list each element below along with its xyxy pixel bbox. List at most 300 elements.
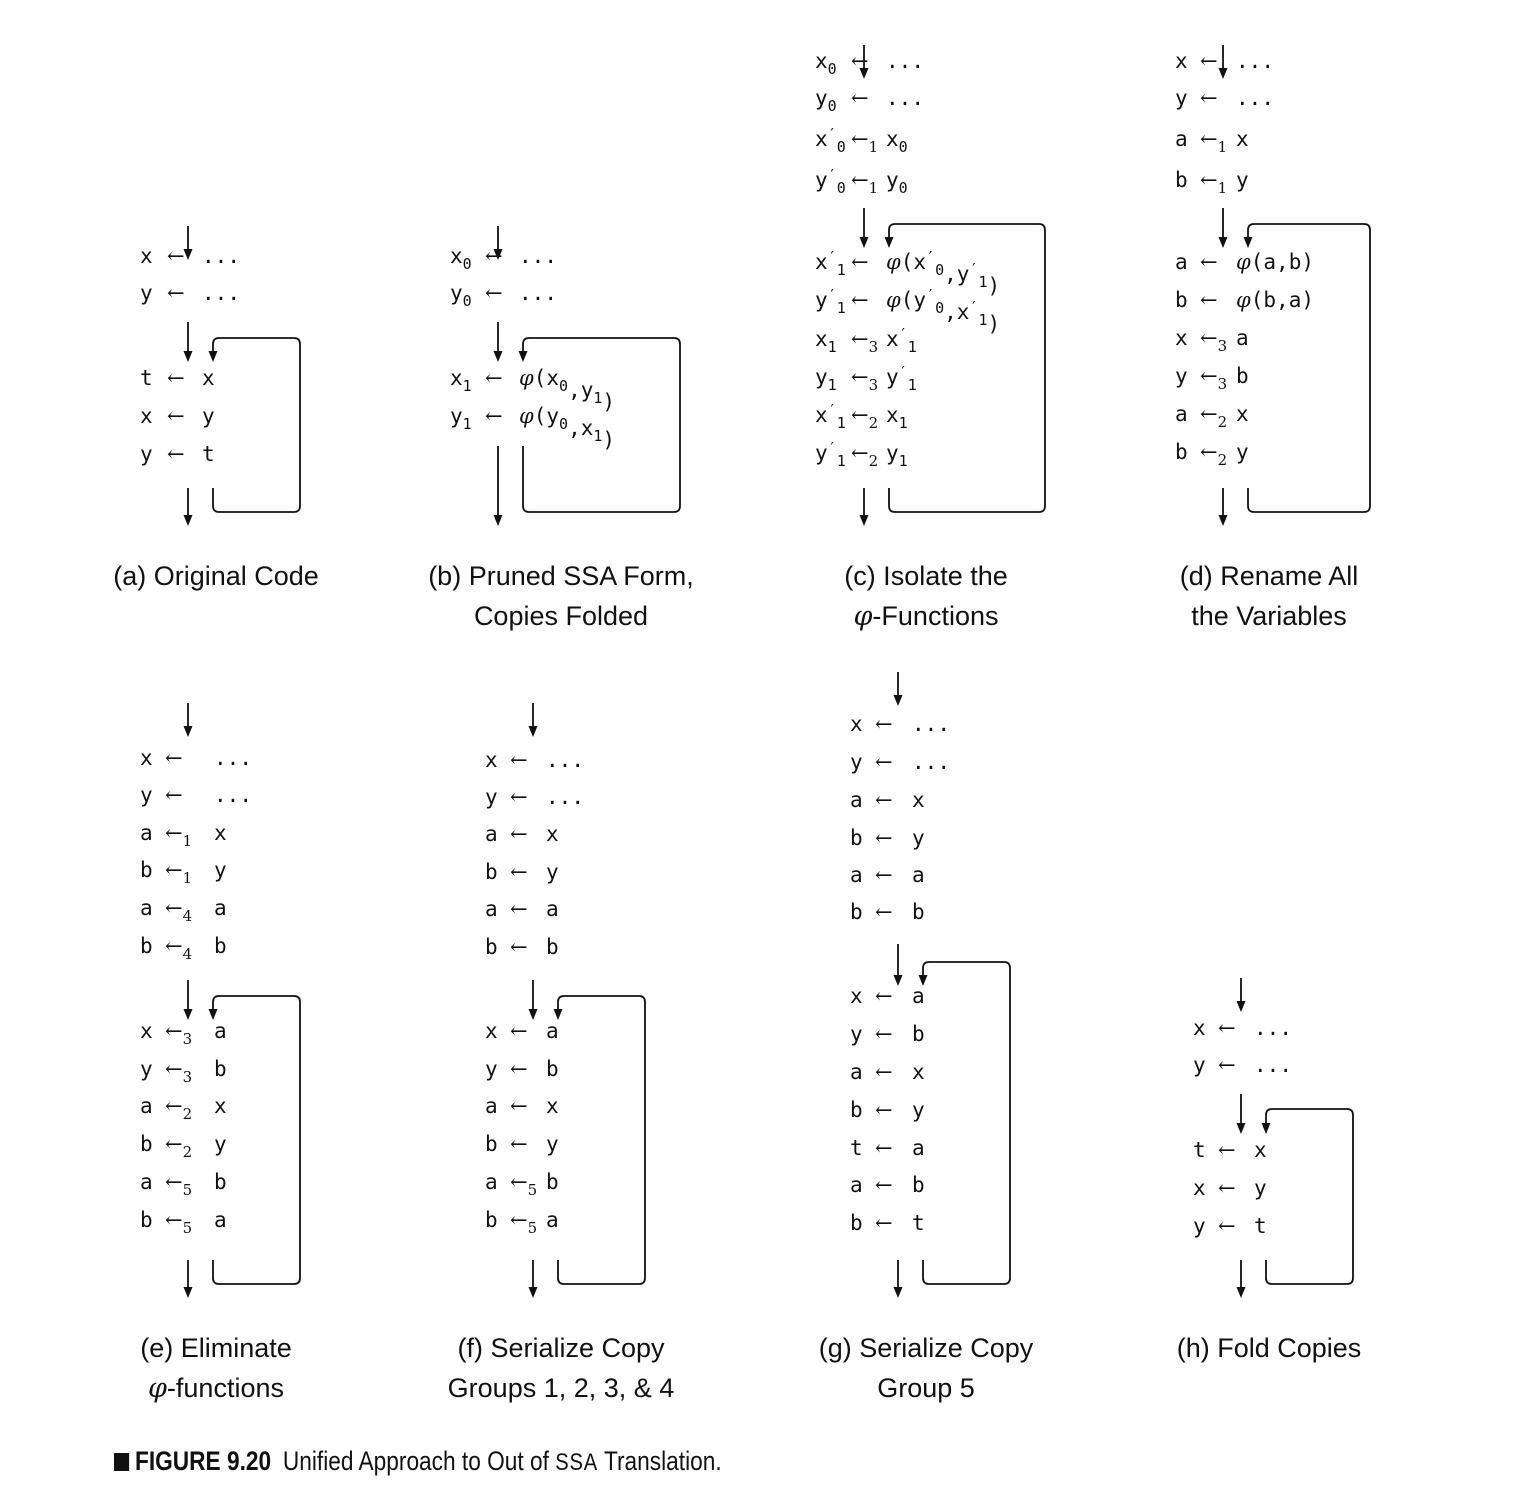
code-line <box>850 1211 925 1235</box>
code-line <box>1193 1053 1292 1077</box>
rhs-expression: ... <box>1254 1016 1292 1040</box>
assign-arrow: ← <box>875 1136 893 1160</box>
lhs-variable: a <box>485 897 498 921</box>
exit-arrow-icon <box>529 1260 538 1298</box>
fallthrough-arrow-icon <box>894 944 903 986</box>
fallthrough-arrow-icon <box>184 980 193 1020</box>
assign-arrow: ← <box>875 826 893 850</box>
assign-arrow: $\leftarrow_3$ <box>1200 364 1228 393</box>
lhs-variable: a <box>140 821 153 845</box>
assign-arrow: $\leftarrow_1$ <box>851 127 879 156</box>
lhs-variable: x <box>1175 49 1188 73</box>
panel-b <box>428 226 694 631</box>
assign-arrow: $\leftarrow_1$ <box>851 168 879 197</box>
rhs-expression: t <box>202 442 215 466</box>
lhs-variable: x <box>1175 326 1188 350</box>
exit-arrow-icon <box>860 488 869 526</box>
lhs-variable: x <box>140 244 153 268</box>
assign-arrow: ← <box>1218 1214 1236 1238</box>
loop-block <box>450 366 615 452</box>
lhs-variable: y <box>140 442 153 466</box>
rhs-expression: x <box>912 788 925 812</box>
code-line <box>140 1094 227 1123</box>
assign-arrow: ← <box>510 935 528 959</box>
assign-arrow: $\leftarrow_3$ <box>165 1019 193 1048</box>
assign-arrow: ← <box>167 366 185 390</box>
rhs-expression: $y_1$ <box>886 441 908 470</box>
lhs-variable: x <box>140 1019 153 1043</box>
assign-arrow: ← <box>510 1094 528 1118</box>
copy-group-index: 2 <box>1217 413 1228 431</box>
code-line <box>815 439 908 470</box>
code-line <box>485 860 559 884</box>
code-line <box>140 1132 227 1161</box>
code-line <box>485 1132 559 1156</box>
copy-group-index: 1 <box>868 179 879 197</box>
lhs-variable: b <box>485 1208 498 1232</box>
panel-caption: Group 5 <box>877 1373 975 1403</box>
rhs-expression: ... <box>912 712 950 736</box>
assign-arrow: $\leftarrow_5$ <box>165 1208 193 1237</box>
exit-arrow-icon <box>184 1260 193 1298</box>
loop-block <box>1193 1138 1267 1238</box>
code-line <box>485 1057 559 1081</box>
lhs-variable: $y_0$ <box>450 281 472 310</box>
copy-group-index: 2 <box>182 1105 193 1123</box>
code-line <box>1175 364 1249 393</box>
rhs-expression: x <box>546 1094 559 1118</box>
assign-arrow: $\leftarrow_2$ <box>1200 440 1228 469</box>
assign-arrow: $\leftarrow_2$ <box>851 403 879 432</box>
rhs-expression: ... <box>214 746 252 770</box>
assign-arrow: $\leftarrow_3$ <box>851 365 879 394</box>
rhs-expression: y <box>912 826 925 850</box>
rhs-expression: t <box>912 1211 925 1235</box>
rhs-expression: ... <box>546 748 584 772</box>
rhs-expression: b <box>546 1057 559 1081</box>
rhs-expression: ... <box>202 281 240 305</box>
assign-arrow: ← <box>875 1173 893 1197</box>
exit-arrow-icon <box>1237 1260 1246 1298</box>
lhs-variable: b <box>1175 288 1188 312</box>
lhs-variable: $x_1$ <box>815 327 837 356</box>
lhs-variable: b <box>1175 168 1188 192</box>
assign-arrow: ← <box>875 1098 893 1122</box>
entry-block <box>485 748 584 959</box>
code-line <box>850 900 925 924</box>
lhs-variable: $y_1$ <box>450 404 472 433</box>
copy-group-index: 3 <box>182 1030 193 1048</box>
loop-block <box>815 248 1000 470</box>
rhs-expression: y <box>1236 168 1249 192</box>
copy-group-index: 2 <box>1217 451 1228 469</box>
assign-arrow: ← <box>165 783 183 807</box>
code-line <box>140 404 215 428</box>
lhs-variable: $y'_0$ <box>815 166 846 197</box>
rhs-expression: ... <box>886 86 924 110</box>
copy-group-index: 5 <box>527 1219 538 1237</box>
lhs-variable: a <box>140 1094 153 1118</box>
assign-arrow: ← <box>1200 86 1218 110</box>
rhs-expression: a <box>214 1019 227 1043</box>
lhs-variable: y <box>850 750 863 774</box>
rhs-expression: b <box>214 1057 227 1081</box>
rhs-expression: $x_1$ <box>886 403 908 432</box>
code-line <box>815 325 917 356</box>
assign-arrow: $\leftarrow_1$ <box>1200 168 1228 197</box>
code-line <box>1175 440 1249 469</box>
lhs-variable: y <box>140 783 153 807</box>
lhs-variable: b <box>485 935 498 959</box>
assign-arrow: ← <box>1200 288 1218 312</box>
assign-arrow: $\leftarrow_2$ <box>851 441 879 470</box>
panel-caption: (b) Pruned SSA Form, <box>428 561 694 591</box>
code-line <box>1175 127 1249 156</box>
lhs-variable: y <box>485 1057 498 1081</box>
rhs-expression: b <box>546 935 559 959</box>
assign-arrow: ← <box>1218 1053 1236 1077</box>
rhs-expression: ... <box>1254 1053 1292 1077</box>
lhs-variable: $y'_1$ <box>815 286 846 317</box>
panel-caption: Groups 1, 2, 3, & 4 <box>447 1373 675 1403</box>
code-line <box>450 281 557 310</box>
lhs-variable: b <box>140 1208 153 1232</box>
assign-arrow: ← <box>510 860 528 884</box>
code-line <box>1193 1138 1267 1162</box>
panel-caption: the Variables <box>1191 601 1347 631</box>
code-line <box>815 401 908 432</box>
copy-group-index: 4 <box>182 945 193 963</box>
lhs-variable: $x_1$ <box>450 366 472 395</box>
lhs-variable: a <box>1175 127 1188 151</box>
code-line <box>850 1022 925 1046</box>
lhs-variable: x <box>485 748 498 772</box>
lhs-variable: y <box>1175 364 1188 388</box>
lhs-variable: b <box>140 858 153 882</box>
code-line <box>140 896 227 925</box>
copy-group-index: 5 <box>527 1181 538 1199</box>
lhs-variable: a <box>1175 250 1188 274</box>
panels-layer <box>113 45 1370 1404</box>
copy-group-index: 1 <box>1217 179 1228 197</box>
rhs-expression: y <box>1236 440 1249 464</box>
assign-arrow: ← <box>167 281 185 305</box>
exit-arrow-icon <box>184 488 193 526</box>
lhs-variable: y <box>1193 1053 1206 1077</box>
copy-group-index: 1 <box>182 832 193 850</box>
figure-title-part2: Translation. <box>598 1446 722 1476</box>
code-line <box>815 49 924 78</box>
panel-caption: φ-functions <box>148 1373 284 1404</box>
figure-caption <box>114 1446 722 1477</box>
rhs-expression: x <box>1236 402 1249 426</box>
panel-g <box>819 672 1034 1403</box>
assign-arrow: $\leftarrow_3$ <box>165 1057 193 1086</box>
rhs-expression: ... <box>202 244 240 268</box>
caption-square-icon <box>114 1453 129 1471</box>
code-line <box>815 363 917 394</box>
lhs-variable: x <box>140 746 153 770</box>
rhs-expression: $\varphi(y'_0,x'_1)$ <box>886 286 1001 336</box>
assign-arrow: ← <box>510 822 528 846</box>
rhs-expression: $\varphi(x_0,y_1)$ <box>519 366 616 414</box>
fallthrough-arrow-icon <box>1237 1094 1246 1134</box>
lhs-variable: b <box>850 1211 863 1235</box>
code-line <box>485 1170 559 1199</box>
assign-arrow: ← <box>510 785 528 809</box>
code-line <box>1175 402 1249 431</box>
code-line <box>850 863 925 887</box>
fallthrough-arrow-icon <box>494 322 503 362</box>
code-line <box>850 1060 925 1084</box>
rhs-expression: x <box>1236 127 1249 151</box>
assign-arrow: $\leftarrow_4$ <box>165 934 193 963</box>
rhs-expression: x <box>202 366 215 390</box>
assign-arrow: ← <box>851 250 869 274</box>
code-line <box>140 366 215 390</box>
lhs-variable: t <box>1193 1138 1206 1162</box>
lhs-variable: b <box>1175 440 1188 464</box>
loop-block <box>140 1019 227 1237</box>
assign-arrow: ← <box>875 1211 893 1235</box>
code-line <box>140 1208 227 1237</box>
exit-arrow-icon <box>1219 488 1228 526</box>
assign-arrow: $\leftarrow_2$ <box>165 1094 193 1123</box>
rhs-expression: $\varphi(x'_0,y'_1)$ <box>886 248 1001 298</box>
copy-group-index: 2 <box>868 452 879 470</box>
code-line <box>485 1208 559 1237</box>
back-edge-arrow-icon <box>919 962 1011 1284</box>
assign-arrow: $\leftarrow_5$ <box>510 1208 538 1237</box>
rhs-expression: ... <box>1236 86 1274 110</box>
assign-arrow: ← <box>1200 49 1218 73</box>
panel-c <box>815 45 1045 632</box>
copy-group-index: 2 <box>182 1143 193 1161</box>
code-line <box>1193 1176 1267 1200</box>
code-line <box>1175 288 1314 312</box>
rhs-expression: x <box>214 1094 227 1118</box>
code-line <box>140 1019 227 1048</box>
rhs-expression: a <box>546 897 559 921</box>
assign-arrow: ← <box>875 1022 893 1046</box>
lhs-variable: a <box>850 1173 863 1197</box>
assign-arrow: ← <box>875 863 893 887</box>
assign-arrow: $\leftarrow_5$ <box>510 1170 538 1199</box>
rhs-expression: ... <box>1236 49 1274 73</box>
panel-a <box>113 226 319 591</box>
rhs-expression: a <box>1236 326 1249 350</box>
panel-h <box>1177 978 1362 1363</box>
copy-group-index: 5 <box>182 1219 193 1237</box>
code-line <box>485 1094 559 1118</box>
rhs-expression: y <box>1254 1176 1267 1200</box>
code-line <box>850 1098 925 1122</box>
assign-arrow: ← <box>875 750 893 774</box>
assign-arrow: ← <box>167 404 185 428</box>
assign-arrow: $\leftarrow_1$ <box>1200 127 1228 156</box>
rhs-expression: y <box>912 1098 925 1122</box>
copy-group-index: 1 <box>868 138 879 156</box>
rhs-expression: x <box>546 822 559 846</box>
copy-group-index: 3 <box>868 376 879 394</box>
rhs-expression: b <box>214 1170 227 1194</box>
panel-caption: (h) Fold Copies <box>1176 1333 1362 1363</box>
lhs-variable: x <box>485 1019 498 1043</box>
panel-caption: (f) Serialize Copy <box>457 1333 665 1363</box>
lhs-variable: y <box>1193 1214 1206 1238</box>
rhs-expression: b <box>1236 364 1249 388</box>
copy-group-index: 2 <box>868 414 879 432</box>
rhs-expression: ... <box>912 750 950 774</box>
lhs-variable: y <box>850 1022 863 1046</box>
code-line <box>485 822 559 846</box>
assign-arrow: $\leftarrow_3$ <box>851 327 879 356</box>
lhs-variable: b <box>140 934 153 958</box>
copy-group-index: 3 <box>1217 375 1228 393</box>
lhs-variable: a <box>140 1170 153 1194</box>
panel-caption: (e) Eliminate <box>140 1333 292 1363</box>
entry-block <box>450 244 557 310</box>
assign-arrow: $\leftarrow_1$ <box>165 821 193 850</box>
rhs-expression: $x_0$ <box>886 127 908 156</box>
code-line <box>815 86 924 115</box>
rhs-expression: ... <box>214 783 252 807</box>
code-line <box>850 750 950 774</box>
rhs-expression: φ(a,b) <box>1236 250 1314 274</box>
assign-arrow: ← <box>851 86 869 110</box>
lhs-variable: a <box>850 788 863 812</box>
code-line <box>485 1019 559 1043</box>
lhs-variable: y <box>140 1057 153 1081</box>
rhs-expression: b <box>912 900 925 924</box>
code-line <box>140 783 252 807</box>
rhs-expression: ... <box>886 49 924 73</box>
fallthrough-arrow-icon <box>529 980 538 1020</box>
copy-group-index: 3 <box>868 338 879 356</box>
assign-arrow: $\leftarrow_3$ <box>1200 326 1228 355</box>
loop-block <box>485 1019 559 1237</box>
rhs-expression: b <box>214 934 227 958</box>
entry-arrow-icon <box>529 703 538 737</box>
code-line <box>140 442 215 466</box>
code-line <box>485 935 559 959</box>
lhs-variable: a <box>485 1094 498 1118</box>
rhs-expression: a <box>912 1136 925 1160</box>
exit-arrow-icon <box>494 446 503 526</box>
rhs-expression: x <box>912 1060 925 1084</box>
code-line <box>140 821 227 850</box>
lhs-variable: $y'_1$ <box>815 439 846 470</box>
lhs-variable: y <box>485 785 498 809</box>
panel-d <box>1175 45 1370 631</box>
lhs-variable: $x_0$ <box>815 49 837 78</box>
code-line <box>850 1136 925 1160</box>
figure-title-part1: Unified Approach to Out of <box>282 1446 556 1476</box>
assign-arrow: ← <box>1218 1138 1236 1162</box>
entry-arrow-icon <box>894 672 903 706</box>
code-line <box>450 244 557 273</box>
rhs-expression: ... <box>546 785 584 809</box>
lhs-variable: $y_0$ <box>815 86 837 115</box>
rhs-expression: y <box>202 404 215 428</box>
loop-block <box>140 366 215 466</box>
assign-arrow: ← <box>875 984 893 1008</box>
fallthrough-arrow-icon <box>860 208 869 248</box>
exit-arrow-icon <box>894 1260 903 1298</box>
rhs-expression: $y'_1$ <box>886 363 917 394</box>
code-line <box>1175 168 1249 197</box>
lhs-variable: a <box>485 1170 498 1194</box>
lhs-variable: a <box>1175 402 1188 426</box>
copy-group-index: 1 <box>1217 138 1228 156</box>
code-line <box>485 785 584 809</box>
copy-group-index: 3 <box>1217 337 1228 355</box>
code-line <box>140 1170 227 1199</box>
lhs-variable: t <box>850 1136 863 1160</box>
assign-arrow: ← <box>510 897 528 921</box>
entry-arrow-icon <box>184 226 193 260</box>
assign-arrow: ← <box>510 1019 528 1043</box>
assign-arrow: $\leftarrow_1$ <box>165 858 193 887</box>
rhs-expression: a <box>546 1208 559 1232</box>
lhs-variable: y <box>1175 86 1188 110</box>
assign-arrow: ← <box>485 366 503 390</box>
assign-arrow: ← <box>510 748 528 772</box>
fallthrough-arrow-icon <box>1219 208 1228 248</box>
code-line <box>485 897 559 921</box>
panel-caption: (a) Original Code <box>113 561 319 591</box>
assign-arrow: ← <box>851 49 869 73</box>
entry-arrow-icon <box>184 703 193 737</box>
lhs-variable: $x'_0$ <box>815 125 846 156</box>
rhs-expression: y <box>546 860 559 884</box>
code-line <box>815 166 908 197</box>
assign-arrow: ← <box>510 1057 528 1081</box>
code-line <box>1175 326 1249 355</box>
rhs-expression: b <box>546 1170 559 1194</box>
assign-arrow: ← <box>485 404 503 428</box>
loop-block <box>1175 250 1314 469</box>
lhs-variable: $x_0$ <box>450 244 472 273</box>
lhs-variable: x <box>1193 1016 1206 1040</box>
assign-arrow: ← <box>485 244 503 268</box>
lhs-variable: a <box>850 863 863 887</box>
assign-arrow: ← <box>1200 250 1218 274</box>
rhs-expression: $\varphi(y_0,x_1)$ <box>519 404 616 452</box>
lhs-variable: b <box>850 1098 863 1122</box>
rhs-expression: $x'_1$ <box>886 325 917 356</box>
rhs-expression: $y_0$ <box>886 168 908 197</box>
assign-arrow: ← <box>1218 1016 1236 1040</box>
code-line <box>140 1057 227 1086</box>
code-line <box>1175 86 1274 110</box>
lhs-variable: $y_1$ <box>815 365 837 394</box>
assign-arrow: $\leftarrow_4$ <box>165 896 193 925</box>
entry-block <box>140 746 252 963</box>
assign-arrow: ← <box>167 244 185 268</box>
lhs-variable: a <box>850 1060 863 1084</box>
lhs-variable: $x'_1$ <box>815 401 846 432</box>
lhs-variable: b <box>850 826 863 850</box>
lhs-variable: x <box>850 712 863 736</box>
lhs-variable: x <box>140 404 153 428</box>
entry-arrow-icon <box>1219 45 1228 79</box>
code-line <box>850 788 925 812</box>
code-line <box>450 404 615 452</box>
fallthrough-arrow-icon <box>184 322 193 362</box>
rhs-expression: a <box>912 863 925 887</box>
rhs-expression: ... <box>519 244 557 268</box>
